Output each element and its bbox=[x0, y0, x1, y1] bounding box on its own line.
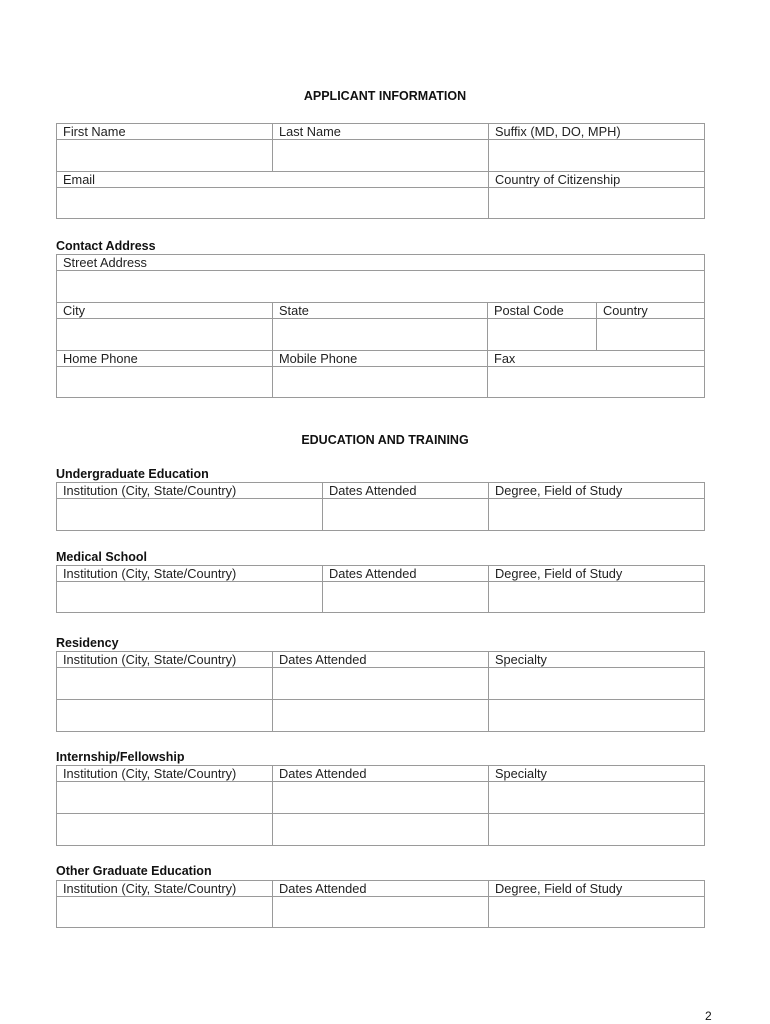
internship-specialty-field-2[interactable] bbox=[489, 814, 704, 845]
internship-fellowship-heading: Internship/Fellowship bbox=[56, 750, 185, 764]
internship-specialty-label: Specialty bbox=[495, 766, 547, 781]
internship-institution-field-1[interactable] bbox=[57, 782, 272, 813]
undergrad-degree-field[interactable] bbox=[489, 499, 704, 530]
residency-specialty-field-1[interactable] bbox=[489, 668, 704, 699]
undergraduate-heading: Undergraduate Education bbox=[56, 467, 209, 481]
street-address-label: Street Address bbox=[63, 255, 147, 270]
fax-label: Fax bbox=[494, 351, 516, 366]
medical-dates-label: Dates Attended bbox=[329, 566, 417, 581]
other-institution-field[interactable] bbox=[57, 897, 272, 927]
mobile-phone-label: Mobile Phone bbox=[279, 351, 358, 366]
other-dates-field[interactable] bbox=[273, 897, 488, 927]
medical-school-heading: Medical School bbox=[56, 550, 147, 564]
country-label: Country bbox=[603, 303, 648, 318]
city-label: City bbox=[63, 303, 86, 318]
suffix-field[interactable] bbox=[489, 140, 704, 171]
suffix-label: Suffix (MD, DO, MPH) bbox=[495, 124, 621, 139]
medical-institution-field[interactable] bbox=[57, 582, 322, 612]
country-field[interactable] bbox=[597, 319, 704, 350]
other-dates-label: Dates Attended bbox=[279, 881, 367, 896]
citizenship-field[interactable] bbox=[489, 188, 704, 218]
other-degree-label: Degree, Field of Study bbox=[495, 881, 623, 896]
first-name-label: First Name bbox=[63, 124, 126, 139]
last-name-field[interactable] bbox=[273, 140, 488, 171]
internship-specialty-field-1[interactable] bbox=[489, 782, 704, 813]
residency-specialty-label: Specialty bbox=[495, 652, 547, 667]
contact-address-heading: Contact Address bbox=[56, 239, 156, 253]
state-label: State bbox=[279, 303, 309, 318]
undergrad-institution-label: Institution (City, State/Country) bbox=[63, 483, 237, 498]
undergrad-dates-label: Dates Attended bbox=[329, 483, 417, 498]
medical-institution-label: Institution (City, State/Country) bbox=[63, 566, 237, 581]
street-address-field[interactable] bbox=[57, 271, 704, 302]
home-phone-label: Home Phone bbox=[63, 351, 138, 366]
medical-degree-field[interactable] bbox=[489, 582, 704, 612]
undergrad-dates-field[interactable] bbox=[323, 499, 488, 530]
postal-code-field[interactable] bbox=[488, 319, 596, 350]
citizenship-label: Country of Citizenship bbox=[495, 172, 621, 187]
other-institution-label: Institution (City, State/Country) bbox=[63, 881, 237, 896]
residency-dates-field-2[interactable] bbox=[273, 700, 488, 731]
residency-institution-field-2[interactable] bbox=[57, 700, 272, 731]
internship-dates-field-2[interactable] bbox=[273, 814, 488, 845]
internship-dates-field-1[interactable] bbox=[273, 782, 488, 813]
internship-institution-label: Institution (City, State/Country) bbox=[63, 766, 237, 781]
home-phone-field[interactable] bbox=[57, 367, 272, 397]
postal-code-label: Postal Code bbox=[494, 303, 564, 318]
last-name-label: Last Name bbox=[279, 124, 341, 139]
email-label: Email bbox=[63, 172, 95, 187]
residency-dates-field-1[interactable] bbox=[273, 668, 488, 699]
residency-dates-label: Dates Attended bbox=[279, 652, 367, 667]
medical-dates-field[interactable] bbox=[323, 582, 488, 612]
fax-field[interactable] bbox=[488, 367, 704, 397]
residency-institution-label: Institution (City, State/Country) bbox=[63, 652, 237, 667]
mobile-phone-field[interactable] bbox=[273, 367, 487, 397]
email-field[interactable] bbox=[57, 188, 488, 218]
undergrad-institution-field[interactable] bbox=[57, 499, 322, 530]
internship-dates-label: Dates Attended bbox=[279, 766, 367, 781]
undergrad-degree-label: Degree, Field of Study bbox=[495, 483, 623, 498]
other-degree-field[interactable] bbox=[489, 897, 704, 927]
city-field[interactable] bbox=[57, 319, 272, 350]
internship-institution-field-2[interactable] bbox=[57, 814, 272, 845]
residency-institution-field-1[interactable] bbox=[57, 668, 272, 699]
page-number: 2 bbox=[705, 1009, 712, 1023]
medical-degree-label: Degree, Field of Study bbox=[495, 566, 623, 581]
state-field[interactable] bbox=[273, 319, 487, 350]
residency-heading: Residency bbox=[56, 636, 119, 650]
education-training-heading: EDUCATION AND TRAINING bbox=[301, 433, 469, 447]
other-graduate-heading: Other Graduate Education bbox=[56, 864, 212, 878]
first-name-field[interactable] bbox=[57, 140, 272, 171]
residency-specialty-field-2[interactable] bbox=[489, 700, 704, 731]
applicant-information-heading: APPLICANT INFORMATION bbox=[303, 89, 467, 103]
